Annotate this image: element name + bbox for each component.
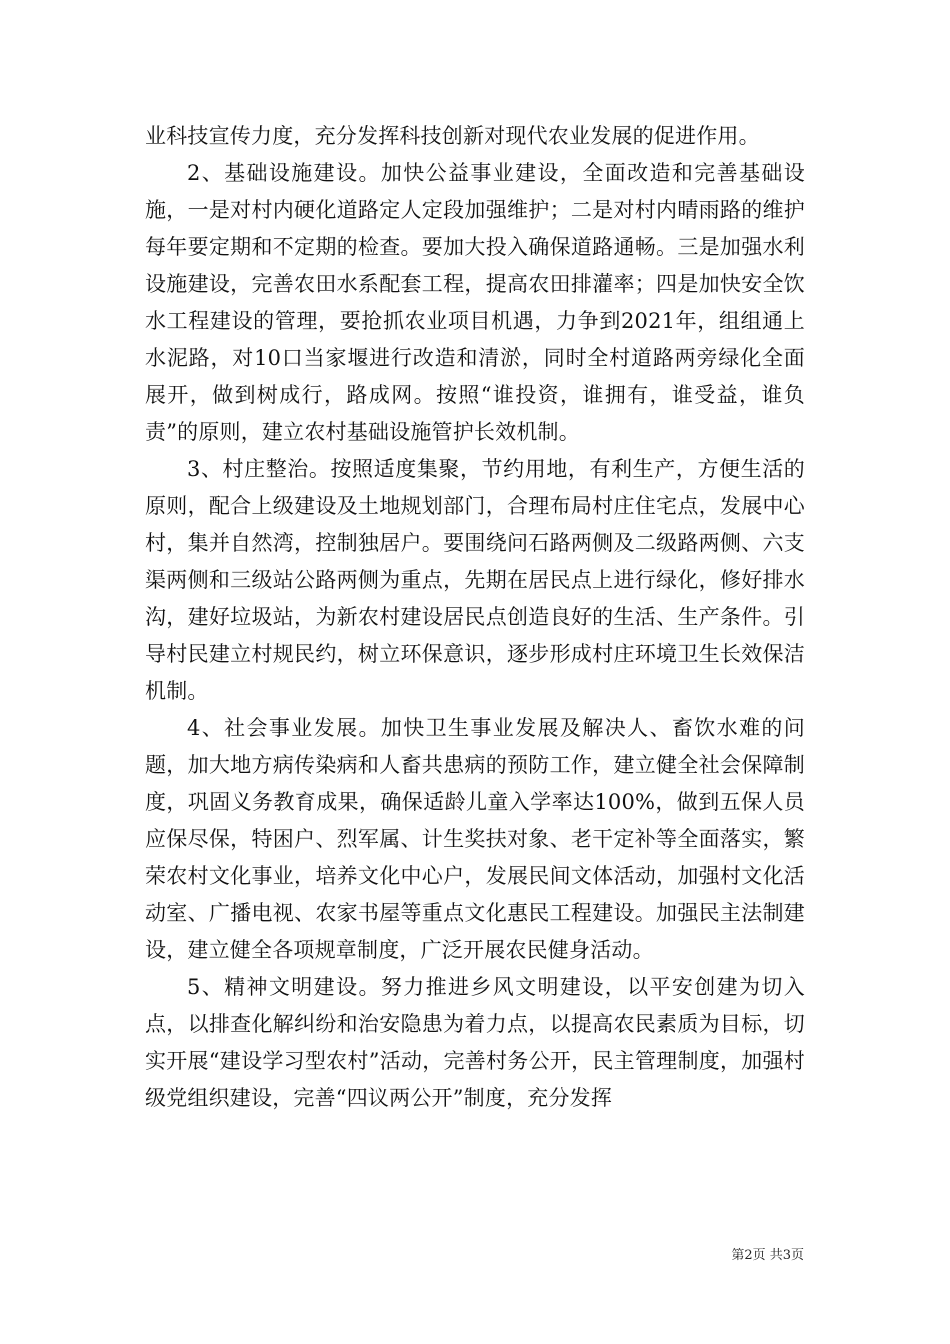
paragraph-spiritual-civilization: 5、精神文明建设。努力推进乡风文明建设，以平安创建为切入点，以排查化解纠纷和治安隐患为着力点，以提高农民素质为目标，切实开展“建设学习型农村”活动，完善村务公开，民主管理制度，加强村级党组织建设，完善“四议两公开”制度，充分发挥 [145,975,805,1110]
document-body [145,118,805,1117]
paragraph-social-development: 4、社会事业发展。加快卫生事业发展及解决人、畜饮水难的问题，加大地方病传染病和人畜共患病的预防工作，建立健全社会保障制度，巩固义务教育成果，确保适龄儿童入学率达100%，做到五保人员应保尽保，特困户、烈军属、计生奖扶对象、老干定补等全面落实，繁荣农村文化事业，培养文化中心户，发展民间文体活动，加强村文化活动室、广播电视、农家书屋等重点文化惠民工程建设。加强民主法制建设，建立健全各项规章制度，广泛开展农民健身活动。 [145,716,805,962]
page-number-footer: 第2页 共3页 [731,1248,804,1263]
paragraph-continuation: 业科技宣传力度，充分发挥科技创新对现代农业发展的促进作用。 [145,124,760,148]
paragraph-village-renovation: 3、村庄整治。按照适度集聚，节约用地，有利生产，方便生活的原则，配合上级建设及土地规划部门，合理布局村庄住宅点，发展中心村，集并自然湾，控制独居户。要围绕问石路两侧及二级路两侧、六支渠两侧和三级站公路两侧为重点，先期在居民点上进行绿化，修好排水沟，建好垃圾站，为新农村建设居民点创造良好的生活、生产条件。引导村民建立村规民约，树立环保意识，逐步形成村庄环境卫生长效保洁机制。 [145,457,805,703]
paragraph-infrastructure: 2、基础设施建设。加快公益事业建设，全面改造和完善基础设施，一是对村内硬化道路定人定段加强维护；二是对村内晴雨路的维护每年要定期和不定期的检查。要加大投入确保道路通畅。三是加强水利设施建设，完善农田水系配套工程，提高农田排灌率；四是加快安全饮水工程建设的管理，要抢抓农业项目机遇，力争到2021年，组组通上水泥路，对10口当家堰进行改造和清淤，同时全村道路两旁绿化全面展开，做到树成行，路成网。按照“谁投资，谁拥有，谁受益，谁负责”的原则，建立农村基础设施管护长效机制。 [145,161,805,444]
